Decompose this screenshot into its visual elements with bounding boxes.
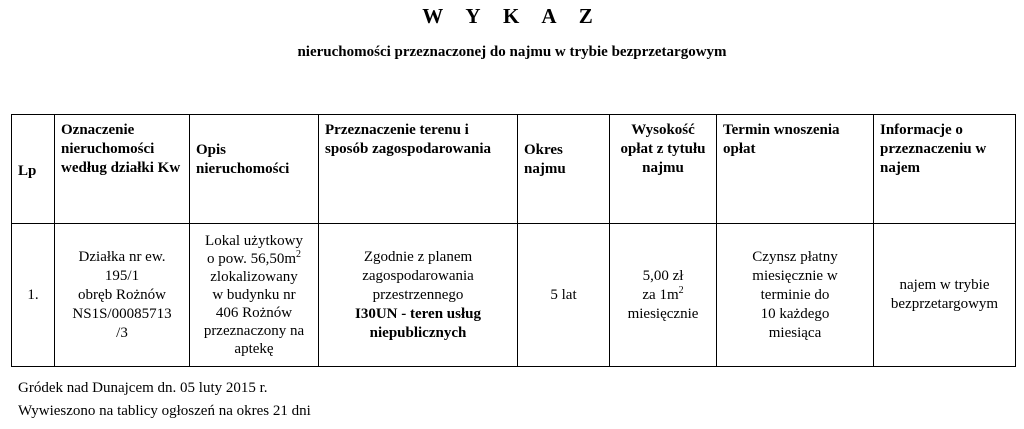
header-lp: Lp [12, 115, 55, 224]
opis-line: 406 Rożnów [215, 305, 293, 321]
oznaczenie-line: 195/1 [104, 267, 140, 284]
przeznaczenie-line: Zgodnie z planem [363, 248, 473, 265]
opis-area-sup: 2 [296, 249, 302, 260]
header-opis-label: Opis nieruchomości [196, 142, 290, 177]
header-okres [518, 115, 610, 224]
document-title: W Y K A Z [422, 4, 602, 28]
termin-line: miesiąca [768, 324, 822, 341]
cell-termin [717, 224, 874, 367]
przeznaczenie-line: przestrzennego [372, 286, 464, 303]
oznaczenie-line: NS1S/00085713 [72, 305, 172, 322]
przeznaczenie-bold-line: niepublicznych [369, 324, 467, 341]
oznaczenie-line: /3 [116, 324, 128, 341]
wysokosc-unit-sup: 2 [678, 284, 684, 296]
header-opis [190, 115, 319, 224]
wysokosc-unit-text: za 1m [642, 286, 679, 303]
opis-line: Lokal użytkowy [205, 233, 303, 249]
wysokosc-line: miesięcznie [627, 305, 699, 322]
header-wysokosc: Wysokość opłat z tytułu najmu [610, 115, 717, 224]
cell-opis [190, 224, 319, 367]
document-subtitle: nieruchomości przeznaczonej do najmu w trybie bezprzetargowym [297, 44, 727, 60]
informacje-line: najem w trybie [899, 277, 990, 293]
header-termin: Termin wnoszenia opłat [717, 115, 874, 224]
przeznaczenie-bold-line: I30UN - teren usług [355, 305, 481, 322]
cell-informacje [874, 224, 1016, 367]
cell-lp: 1. [12, 224, 55, 367]
opis-line: w budynku nr [212, 287, 296, 303]
table-row [12, 224, 1016, 367]
header-przeznaczenie: Przeznaczenie terenu i sposób zagospodarowania [319, 115, 518, 224]
opis-line: aptekę [234, 341, 274, 357]
oznaczenie-line: Działka nr ew. [78, 248, 166, 265]
opis-line-area [194, 250, 314, 268]
footer-posting-note: Wywieszono na tablicy ogłoszeń na okres 21 dni [18, 403, 311, 419]
cell-oznaczenie [55, 224, 190, 367]
termin-line: Czynsz płatny [752, 248, 838, 265]
header-oznaczenie: Oznaczenie nieruchomości według działki Kw [55, 115, 190, 224]
opis-area-text: o pow. 56,50m [206, 251, 297, 267]
footer-date: Gródek nad Dunajcem dn. 05 luty 2015 r. [18, 380, 268, 396]
property-table [11, 114, 1016, 367]
opis-line: przeznaczony na [203, 323, 305, 339]
wysokosc-line: 5,00 zł [642, 267, 684, 284]
informacje-line: bezprzetargowym [890, 296, 999, 312]
wysokosc-line-unit [614, 286, 712, 305]
cell-okres: 5 lat [518, 224, 610, 367]
termin-line: 10 każdego [760, 305, 830, 322]
header-informacje: Informacje o przeznaczeniu w najem [874, 115, 1016, 224]
cell-wysokosc [610, 224, 717, 367]
oznaczenie-line: obręb Rożnów [78, 286, 166, 303]
cell-przeznaczenie [319, 224, 518, 367]
header-okres-label: Okres najmu [524, 142, 566, 177]
termin-line: miesięcznie w [752, 267, 838, 284]
termin-line: terminie do [760, 286, 830, 303]
przeznaczenie-line: zagospodarowania [362, 267, 474, 284]
opis-line: zlokalizowany [210, 269, 298, 285]
table-header-row [12, 115, 1016, 224]
